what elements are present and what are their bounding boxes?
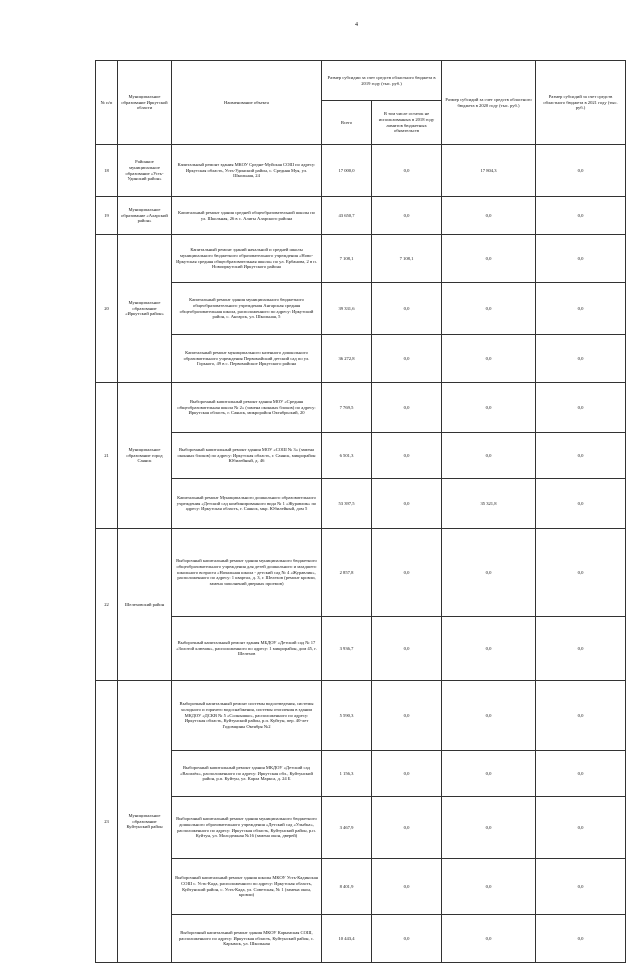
table-row: [96, 433, 626, 479]
subsidy-2021: 0,0: [536, 283, 626, 335]
municipality-cell: Муниципальное образование «Аларский район»: [118, 197, 172, 235]
header-num: № п/п: [96, 61, 118, 145]
subsidy-2019-total: 39 331,6: [322, 283, 372, 335]
row-number: 20: [96, 235, 118, 383]
subsidy-2020: 0,0: [442, 797, 536, 859]
table-row: [96, 197, 626, 235]
header-2019-incl: В том числе остаток не использованных в 2018 году лимитов бюджетных обязательств: [372, 101, 442, 145]
table-row: [96, 479, 626, 529]
subsidy-2021: 0,0: [536, 433, 626, 479]
subsidy-2019-total: 2 857,8: [322, 529, 372, 617]
subsidy-2019-total: 5 590,3: [322, 681, 372, 751]
municipality-cell: Шелеховский район: [118, 529, 172, 681]
object-name-cell: Капитальный ремонт здания средней общеобразовательной школы по ул. Школьная, 26 в с. Аляты Аларского района: [172, 197, 322, 235]
subsidy-2019-remainder: 0,0: [372, 145, 442, 197]
subsidy-2019-total: 7 108,1: [322, 235, 372, 283]
table-row: [96, 681, 626, 751]
object-name-cell: Капитальный ремонт здания МКОУ Средне-Муйская СОШ по адресу: Иркутская область, Усть-Удинский район, с. Средняя Муя, ул. Школьная, 24: [172, 145, 322, 197]
subsidy-2021: 0,0: [536, 681, 626, 751]
municipality-cell: Районное муниципальное образование «Усть-Удинский район»: [118, 145, 172, 197]
subsidy-2019-remainder: 0,0: [372, 383, 442, 433]
subsidy-table: [95, 60, 626, 963]
header-name: Наименование объекта: [172, 61, 322, 145]
subsidy-2019-remainder: 0,0: [372, 529, 442, 617]
object-name-cell: Выборочный капитальный ремонт здания МБДОУ «Детский сад № 17 «Золотой ключик», расположенного по адресу: 1 микрорайон, дом 45, г. Шелехов: [172, 617, 322, 681]
municipality-cell: Муниципальное образование «Иркутский район»: [118, 235, 172, 383]
table-row: [96, 915, 626, 963]
subsidy-2021: 0,0: [536, 197, 626, 235]
subsidy-2019-remainder: 0,0: [372, 751, 442, 797]
subsidy-2020: 35 321,8: [442, 479, 536, 529]
table-row: [96, 145, 626, 197]
subsidy-2019-total: 1 156,3: [322, 751, 372, 797]
subsidy-2019-remainder: 0,0: [372, 681, 442, 751]
table-row: [96, 751, 626, 797]
object-name-cell: Выборочный капитальный ремонт здания МКДОУ «Детский сад «Василёк», расположенного по адресу: Иркутская обл., Куйтунский район, р.п. Куйтун, ул. Карла Маркса, д. 24 Б: [172, 751, 322, 797]
subsidy-2021: 0,0: [536, 797, 626, 859]
object-name-cell: Выборочный капитальный ремонт здания МКОУ Карымская СОШ, расположенного по адресу: Иркутская область, Куйтунский район, с. Карымск, ул. Школьная: [172, 915, 322, 963]
subsidy-2020: 0,0: [442, 681, 536, 751]
object-name-cell: Капитальный ремонт Муниципального дошкольного образовательного учреждения «Детский сад комбинированного вида № 1 «Журавлик» по адресу: Иркутская область, г. Саянск, мкр. Юбилейный, дом 5: [172, 479, 322, 529]
subsidy-2019-total: 8 401,9: [322, 859, 372, 915]
subsidy-2019-remainder: 0,0: [372, 335, 442, 383]
object-name-cell: Выборочный капитальный ремонт здания школы МКОУ Усть-Кадинская СОШ с. Усть-Када, расположенного по адресу: Иркутская область, Куйтунский район, с. Усть-Када, ул. Советская, № 1 (замена окон, кровли): [172, 859, 322, 915]
subsidy-2019-remainder: 0,0: [372, 859, 442, 915]
header-2020: Размер субсидий за счет средств областного бюджета в 2020 году (тыс. руб.): [442, 61, 536, 145]
subsidy-2019-total: 53 397,5: [322, 479, 372, 529]
subsidy-2021: 0,0: [536, 145, 626, 197]
subsidy-2019-remainder: 0,0: [372, 197, 442, 235]
table-row: [96, 335, 626, 383]
object-name-cell: Капитальный ремонт здания муниципального бюджетного общеобразовательного учреждения Ангарская средняя общеобразовательная школа, расположенного по адресу: Иркутский район, с. Ангарск, ул. Школьная, 5: [172, 283, 322, 335]
subsidy-2020: 0,0: [442, 529, 536, 617]
subsidy-2021: 0,0: [536, 859, 626, 915]
subsidy-2020: 0,0: [442, 433, 536, 479]
subsidy-2020: 0,0: [442, 283, 536, 335]
header-2021: Размер субсидий за счет средств областного бюджета в 2021 году (тыс. руб.): [536, 61, 626, 145]
subsidy-2019-remainder: 0,0: [372, 915, 442, 963]
row-number: 22: [96, 529, 118, 681]
table-row: [96, 235, 626, 283]
subsidy-2020: 17 804,3: [442, 145, 536, 197]
subsidy-2020: 0,0: [442, 617, 536, 681]
object-name-cell: Выборочный капитальный ремонт здания МОУ «Средняя общеобразовательная школа № 2» (замена оконных блоков) по адресу: Иркутская область, г. Саянск, микрорайон Октябрьский, 20: [172, 383, 322, 433]
table-row: [96, 383, 626, 433]
subsidy-2019-remainder: 0,0: [372, 479, 442, 529]
subsidy-2021: 0,0: [536, 383, 626, 433]
subsidy-2021: 0,0: [536, 335, 626, 383]
subsidy-2019-remainder: 0,0: [372, 433, 442, 479]
object-name-cell: Выборочный капитальный ремонт здания муниципального бюджетного дошкольного образовательного учреждения «Детский сад «Улыбка», расположенного по адресу: Иркутская область, Куйтунский район, р.п. Куйтун, ул. Молодежная №16 (замена окон, дверей): [172, 797, 322, 859]
subsidy-2020: 0,0: [442, 751, 536, 797]
subsidy-2019-remainder: 0,0: [372, 797, 442, 859]
subsidy-2019-remainder: 0,0: [372, 283, 442, 335]
subsidy-2021: 0,0: [536, 529, 626, 617]
subsidy-2019-total: 36 272,8: [322, 335, 372, 383]
subsidy-2020: 0,0: [442, 197, 536, 235]
subsidy-2019-total: 3 936,7: [322, 617, 372, 681]
subsidy-2021: 0,0: [536, 915, 626, 963]
header-row: [96, 61, 626, 101]
subsidy-2021: 0,0: [536, 235, 626, 283]
subsidy-2021: 0,0: [536, 479, 626, 529]
table-row: [96, 797, 626, 859]
municipality-cell: Муниципальное образование город Саянск: [118, 383, 172, 529]
subsidy-2019-total: 6 501,3: [322, 433, 372, 479]
page-number: 4: [355, 22, 358, 28]
row-number: 18: [96, 145, 118, 197]
municipality-cell: Муниципальное образование Куйтунский район: [118, 681, 172, 963]
header-2019-total: Всего: [322, 101, 372, 145]
subsidy-2019-total: 10 443,4: [322, 915, 372, 963]
object-name-cell: Выборочный капитальный ремонт здания МОУ «СОШ № 3» (замена оконных блоков) по адресу: Иркутская область, г. Саянск, микрорайон Юбилейный, д. 46: [172, 433, 322, 479]
object-name-cell: Капитальный ремонт муниципального казенного дошкольного образовательного учреждения Первомайский детский сад по ул. Горького, 49 в с. Первомайское Иркутского района: [172, 335, 322, 383]
subsidy-2019-total: 7 769,5: [322, 383, 372, 433]
subsidy-2020: 0,0: [442, 859, 536, 915]
subsidy-2020: 0,0: [442, 335, 536, 383]
table-row: [96, 859, 626, 915]
table-row: [96, 283, 626, 335]
header-2019-group: Размер субсидии за счет средств областного бюджета в 2019 году (тыс. руб.): [322, 61, 442, 101]
table-body: [96, 61, 626, 963]
table-row: [96, 529, 626, 617]
object-name-cell: Выборочный капитальный ремонт здания муниципального бюджетного общеобразовательного учреждения для детей дошкольного и младшего школьного возраста «Начальная школа - детский сад № 4 «Журавлик», расположенного по адресу: 1 квартал, д. 3, г. Шелехов (ремонт кровли, замена заполнений дверных проемов): [172, 529, 322, 617]
subsidy-2019-remainder: 0,0: [372, 617, 442, 681]
subsidy-2020: 0,0: [442, 915, 536, 963]
subsidy-2021: 0,0: [536, 751, 626, 797]
row-number: 23: [96, 681, 118, 963]
subsidy-2019-total: 3 467,9: [322, 797, 372, 859]
object-name-cell: Выборочный капитальный ремонт системы водоотведения, системы холодного и горячего водоснабжения, системы отопления в здании МКДОУ «ДСКВ № 5 «Солнышко», расположенного по адресу: Иркутская область, Куйтунский район, р.п. Куйтун, пер. 40-лет Годовщины Октября №2: [172, 681, 322, 751]
row-number: 21: [96, 383, 118, 529]
header-mo: Муниципальное образование Иркутской области: [118, 61, 172, 145]
subsidy-2020: 0,0: [442, 235, 536, 283]
subsidy-2019-total: 43 650,7: [322, 197, 372, 235]
subsidy-2019-total: 17 000,0: [322, 145, 372, 197]
subsidy-2020: 0,0: [442, 383, 536, 433]
object-name-cell: Капитальный ремонт зданий начальной и средней школы муниципального бюджетного образовательного учреждения «Ново-Иркутская средняя общеобразовательная школа» по ул. Ербанова, 2 в п. Новоиркутский Иркутского района: [172, 235, 322, 283]
subsidy-2021: 0,0: [536, 617, 626, 681]
table-row: [96, 617, 626, 681]
row-number: 19: [96, 197, 118, 235]
subsidy-2019-remainder: 7 108,1: [372, 235, 442, 283]
